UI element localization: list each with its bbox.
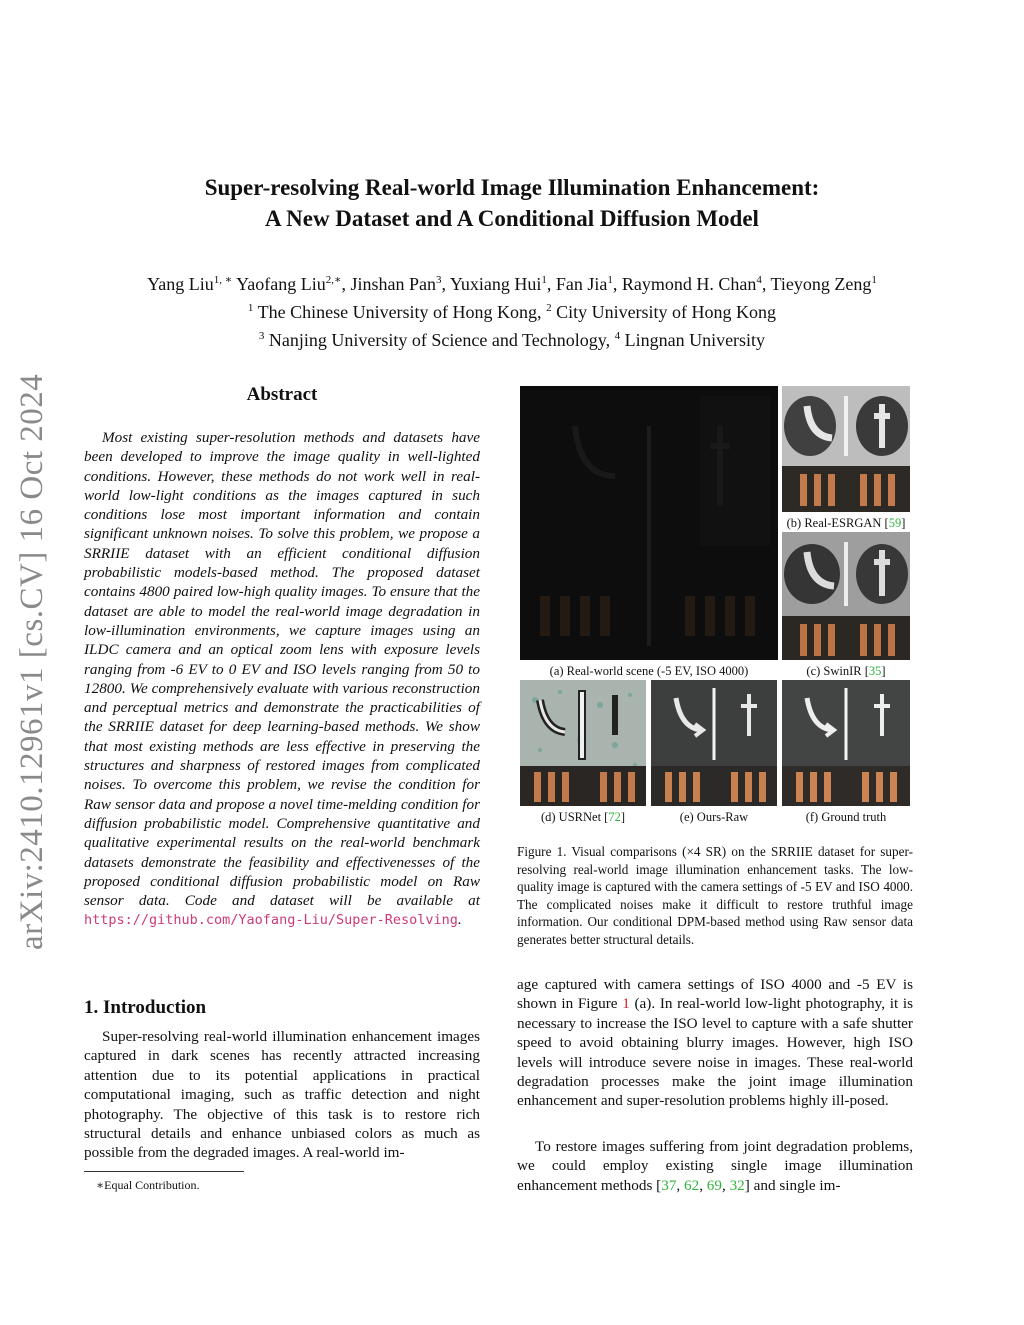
figure-panel-a: [520, 386, 778, 660]
author: Tieyong Zeng$^1$: [770, 274, 877, 294]
code-link[interactable]: https://github.com/Yaofang-Liu/Super-Resolving: [84, 912, 458, 929]
caption-d: (d) USRNet [72]: [540, 810, 626, 824]
affiliation-line-2: $^3$ Nanjing University of Science and Technology, $^4$ Lingnan University: [258, 330, 766, 350]
citation-link[interactable]: 59: [888, 516, 902, 530]
figure-caption: Figure 1. Visual comparisons (×4 SR) on the SRRIIE dataset for super-resolving real-world image illumination enhancement tasks. The low-quality image is captured with the camera settings of -5 EV and ISO 4000. The complicated noises make it difficult to restore truthful image information. Our conditional DPM-based method using Raw sensor data generates better structural details.: [517, 844, 913, 947]
citation-link[interactable]: 37: [661, 1176, 677, 1194]
right-paragraph-2: To restore images suffering from joint degradation problems, we could employ existing single image illumination enhancement methods [37, 62, 69, 32] and single im-: [517, 1138, 913, 1194]
arxiv-identifier: arXiv:2410.12961v1 [cs.CV] 16 Oct 2024: [14, 373, 50, 950]
author: Jinshan Pan$^3$,: [350, 274, 447, 294]
author: Fan Jia$^1$,: [555, 274, 618, 294]
figure-panel-c: [782, 532, 910, 660]
citation-link[interactable]: 35: [868, 664, 882, 678]
footnote-rule: [84, 1171, 244, 1172]
figure-panel-e: [651, 680, 777, 806]
author: Yaofang Liu$^{2,∗}$,: [236, 274, 347, 294]
citation-link[interactable]: 69: [706, 1176, 722, 1194]
author-block: [0, 268, 1024, 352]
right-paragraph-1: age captured with camera settings of ISO 4000 and -5 EV is shown in Figure 1 (a). In real-world low-light photography, it is necessary to increase the ISO level to capture with a safe shutter speed to avoid obtaining blurry images. However, high ISO levels will introduce severe noise in images. These real-world degradation processes make the joint image illumination enhancement and super-resolution problems highly ill-posed.: [517, 976, 914, 1110]
citation-link[interactable]: 62: [684, 1176, 700, 1194]
caption-e: (e) Ours-Raw: [679, 810, 749, 824]
author-list: [0, 268, 1024, 296]
caption-c: (c) SwinIR [35]: [806, 664, 886, 678]
caption-a: (a) Real-world scene (-5 EV, ISO 4000): [549, 664, 749, 678]
caption-b: (b) Real-ESRGAN [59]: [786, 516, 906, 530]
affiliation-line-1: $^1$ The Chinese University of Hong Kong, $^2$ City University of Hong Kong: [247, 302, 777, 322]
title-line-2: A New Dataset and A Conditional Diffusion Model: [265, 206, 759, 231]
section-heading-introduction: 1. Introduction: [84, 997, 207, 1018]
paper-title: [0, 172, 1024, 234]
figure-panel-d: [520, 680, 646, 806]
abstract-heading: Abstract: [246, 384, 318, 405]
citation-link[interactable]: 72: [608, 810, 621, 824]
figure-panel-f: [782, 680, 910, 806]
figure-reference-link[interactable]: 1: [622, 995, 630, 1013]
author: Yuxiang Hui$^1$,: [449, 274, 552, 294]
abstract-body: Most existing super-resolution methods and datasets have been developed to improve the image quality in well-lighted conditions. However, these methods do not work well in real-world low-light conditions as the images captured in such conditions lose most important information and contain significant unknown noises. To solve this problem, we propose a SRRIIE dataset with an efficient conditional diffusion probabilistic models-based method. The proposed dataset contains 4800 paired low-high quality images. To ensure that the dataset are able to model the real-world image degradation in low-illumination environments, we capture images using an ILDC camera and an optical zoom lens with exposure levels ranging from -6 EV to 0 EV and ISO levels ranging from 50 to 12800. We comprehensively evaluate with various reconstruction and perceptual metrics and demonstrate the practicabilities of the SRRIIE dataset for deep learning-based methods. We show that most existing methods are less effective in preserving the structures and sharpness of restored images from complicated noises. To overcome this problem, we revise the condition for Raw sensor data and propose a novel time-melding condition for diffusion probabilistic model. Comprehensive quantitative and qualitative experimental results on the real-world benchmark datasets demonstrate the feasibility and effectivenesses of the proposed conditional diffusion probabilistic model on Raw sensor data. Code and dataset will be available at https://github.com/Yaofang-Liu/Super-Resolving.: [84, 429, 480, 929]
author: Yang Liu$^{1, ∗}$: [147, 274, 233, 294]
citation-link[interactable]: 32: [729, 1176, 745, 1194]
title-line-1: Super-resolving Real-world Image Illumination Enhancement:: [204, 175, 820, 200]
figure-panel-b: [782, 386, 910, 512]
caption-f: (f) Ground truth: [805, 810, 887, 824]
footnote: ∗Equal Contribution.: [96, 1178, 200, 1192]
intro-paragraph: Super-resolving real-world illumination enhancement images captured in dark scenes has recently attracted increasing attention due to its potential applications in practical computational imaging, such as traffic detection and night photography. The objective of this task is to restore rich structural details and enhance unbiased colors as much as possible from the degraded images. A real-world im-: [84, 1028, 480, 1162]
author: Raymond H. Chan$^4$,: [621, 274, 767, 294]
